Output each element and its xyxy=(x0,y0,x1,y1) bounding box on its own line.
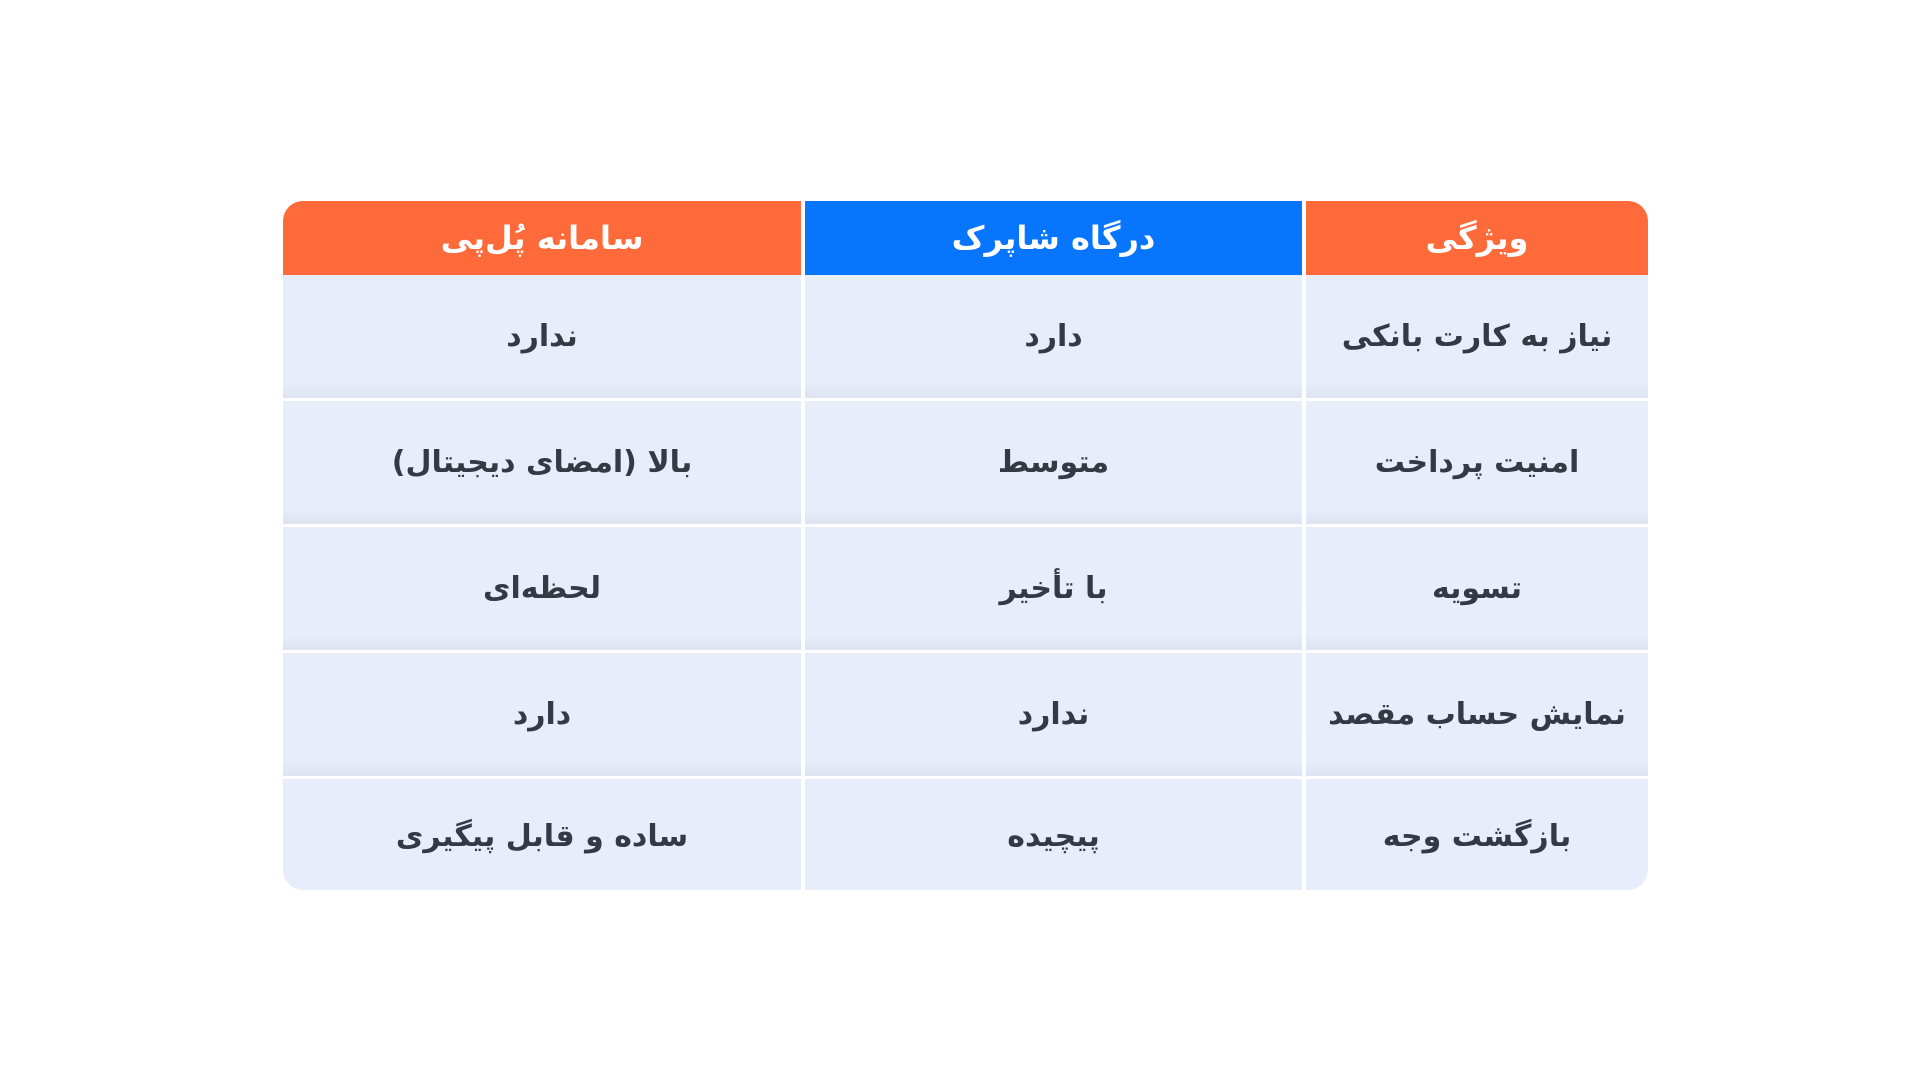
polpay-cell: بالا (امضای دیجیتال) xyxy=(283,401,801,524)
shaparak-cell: ندارد xyxy=(805,653,1302,776)
shaparak-cell: با تأخیر xyxy=(805,527,1302,650)
feature-cell: نمایش حساب مقصد xyxy=(1306,653,1648,776)
header-feature: ویژگی xyxy=(1306,201,1648,275)
polpay-cell: دارد xyxy=(283,653,801,776)
shaparak-cell: دارد xyxy=(805,275,1302,398)
shaparak-cell: پیچیده xyxy=(805,779,1302,890)
table-header-row xyxy=(283,201,1648,275)
table-row xyxy=(283,779,1648,890)
shaparak-cell: متوسط xyxy=(805,401,1302,524)
comparison-table xyxy=(283,201,1648,890)
header-polpay-system: سامانه پُل‌پی xyxy=(283,201,801,275)
feature-cell: امنیت پرداخت xyxy=(1306,401,1648,524)
feature-cell: بازگشت وجه xyxy=(1306,779,1648,890)
polpay-cell: ساده و قابل پیگیری xyxy=(283,779,801,890)
table-row xyxy=(283,653,1648,776)
feature-cell: تسویه xyxy=(1306,527,1648,650)
feature-cell: نیاز به کارت بانکی xyxy=(1306,275,1648,398)
polpay-cell: لحظه‌ای xyxy=(283,527,801,650)
table-row xyxy=(283,401,1648,524)
table-row xyxy=(283,275,1648,398)
table-row xyxy=(283,527,1648,650)
polpay-cell: ندارد xyxy=(283,275,801,398)
header-shaparak-gateway: درگاه شاپرک xyxy=(805,201,1302,275)
